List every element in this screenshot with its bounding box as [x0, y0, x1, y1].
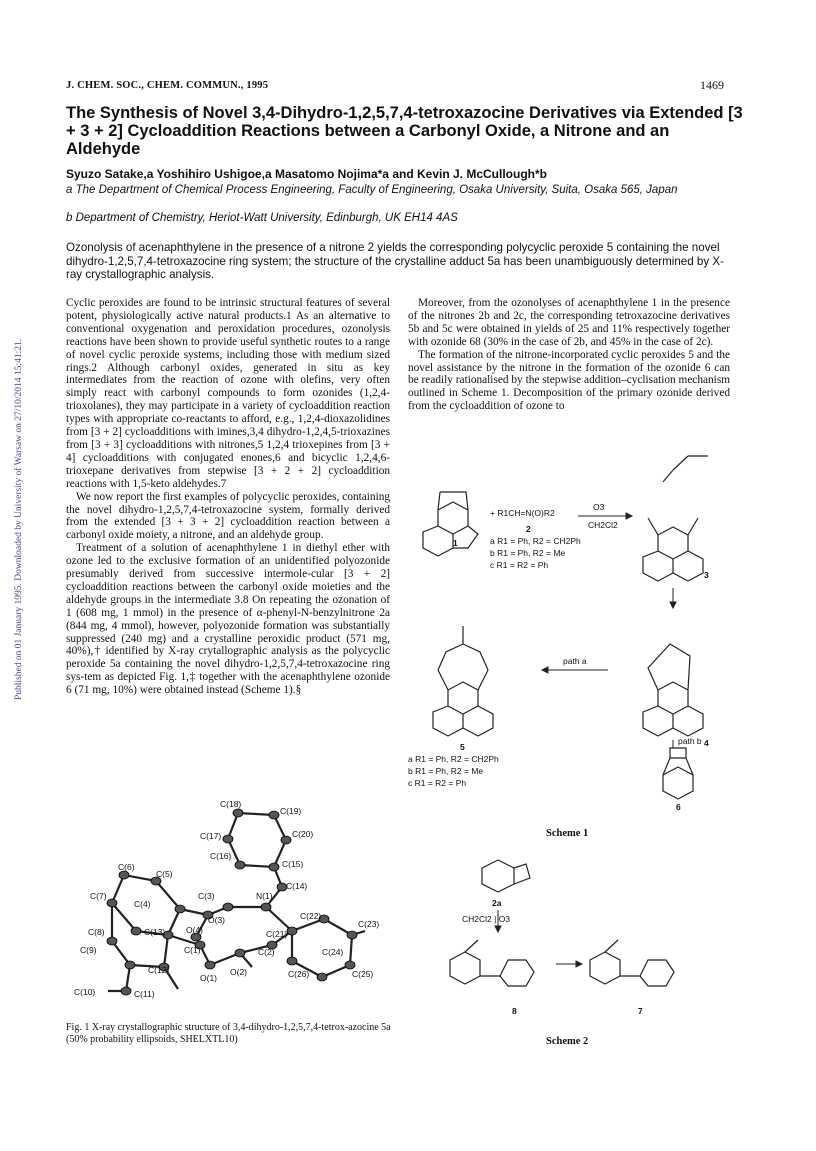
atom-label: C(25) — [352, 969, 374, 979]
path-a-label: path a — [563, 656, 587, 666]
atom-label: C(23) — [358, 919, 380, 929]
scheme-reagent-text: + R1CH=N(O)R2 — [490, 508, 555, 518]
atom-label: O(2) — [230, 967, 247, 977]
atom-label: C(26) — [288, 969, 310, 979]
scheme-2-conditions: CH2Cl2 | O3 — [462, 914, 511, 924]
paragraph: The formation of the nitrone-incorporated cyclic peroxides 5 and the novel assistance by the nitrone in the formation of the ozonide 6 can be readily rationalised by the stepwise addition–cyclisation mechanism outlined in Scheme 1. Decomposition of the primary ozonide derived from the cycloaddition of ozone to — [408, 348, 730, 413]
path-b-label: path b — [678, 736, 702, 746]
scheme-1-structures — [423, 456, 708, 799]
condition-top: O3 — [593, 502, 605, 512]
scheme-1-label: Scheme 1 — [546, 828, 589, 839]
crystal-structure-figure — [60, 795, 400, 1020]
atom-label: C(20) — [292, 829, 314, 839]
atom-label: C(2) — [258, 947, 275, 957]
atom-label: C(6) — [118, 862, 135, 872]
atom-label: C(11) — [134, 989, 155, 999]
substituent-line: b R1 = Ph, R2 = Me — [408, 766, 484, 776]
atom-label: C(15) — [282, 859, 304, 869]
substituent-line: a R1 = Ph, R2 = CH2Ph — [408, 754, 499, 764]
figure-caption: Fig. 1 X-ray crystallographic structure of 3,4-dihydro-1,2,5,7,4-tetrox-azocine 5a (50% probability ellipsoids, SHELXTL10) — [66, 1022, 391, 1045]
substituent-line: c R1 = R2 = Ph — [490, 560, 549, 570]
paragraph: Cyclic peroxides are found to be intrinsic structural features of several potent, physiologically active natural products.1 As an alternative to conventional oxygenation and peroxidation procedures, ozonolysis reactions have been shown to provide useful synthetic routes to a range of novel cyclic peroxide systems, including those with medium sized rings.2 Although carbonyl oxides, generated in situ as key intermediates from the reaction of ozone with olefins, very often simply react with carbonyl compounds to form ozonides (1,2,4-trioxolanes), they may participate in a variety of cycloaddition reaction types with appropriate co-reactants to afford, e.g., 1,2,4-dioxazolidines from [3 + 2] cycloadditions with imines,3,4 dihydro-1,2,4,5-trioxazines from [3 + 3] cycloadditions with nitrones,5 1,2,4 trioxepines from [3 + 4] cycloadditions with conjugated enones,6 and bicyclic 1,2,4,6-trioxepane derivatives from stepwise [3 + 2 + 2] cycloaddition reactions with 1,5-keto aldehydes.7 — [66, 297, 390, 490]
atom-labels — [74, 799, 379, 999]
download-note-text: Published on 01 January 1995. Downloaded by University of Warsaw on 27/10/2014 15:41:21. — [14, 338, 24, 700]
journal-header: J. CHEM. SOC., CHEM. COMMUN., 1995 — [66, 80, 269, 91]
paragraph: We now report the first examples of polycyclic peroxides, containing the novel dihydro-1,2,5,7,4-tetroxazocine system, formally derived from the extended [3 + 3 + 2] cycloaddition reaction between a carbonyl oxide moiety, a nitrone, and an aldehyde group. — [66, 490, 390, 542]
atom-label: C(5) — [156, 869, 173, 879]
affiliation-b: b Department of Chemistry, Heriot-Watt University, Edinburgh, UK EH14 4AS — [66, 212, 458, 224]
scheme-1 — [408, 430, 738, 820]
compound-label: 7 — [638, 1006, 643, 1016]
condition-bottom: CH2Cl2 — [588, 520, 618, 530]
atom-label: C(9) — [80, 945, 97, 955]
atom-label: C(4) — [134, 899, 151, 909]
atom-label: C(12) — [148, 965, 170, 975]
compound-label: 8 — [512, 1006, 517, 1016]
atom-label: C(13) — [144, 927, 166, 937]
compound-label: 6 — [676, 802, 681, 812]
paragraph: Moreover, from the ozonolyses of acenaphthylene 1 in the presence of the nitrones 2b and 2c, the corresponding tetroxazocine derivatives 5b and 5c were obtained in yields of 25 and 11% respectively together with ozonide 68 (30% in the case of 2b, and 45% in the case of 2c). — [408, 297, 730, 348]
atom-label: C(17) — [200, 831, 222, 841]
atom-label: C(24) — [322, 947, 344, 957]
atom-label: C(19) — [280, 806, 302, 816]
substituent-line: a R1 = Ph, R2 = CH2Ph — [490, 536, 581, 546]
compound-label: 3 — [704, 570, 709, 580]
scheme-2-labels — [462, 898, 643, 1016]
atom-label: C(1) — [184, 945, 201, 955]
substituent-line: b R1 = Ph, R2 = Me — [490, 548, 566, 558]
atom-label: N(1) — [256, 891, 273, 901]
atom-label: O(1) — [200, 973, 217, 983]
abstract: Ozonolysis of acenaphthylene in the presence of a nitrone 2 yields the corresponding polycyclic peroxide 5 containing the novel dihydro-1,2,5,7,4-tetroxazocine ring system; the structure of the crystalline adduct 5a has been unambiguously determined by X-ray crystallographic analysis. — [66, 241, 724, 281]
paragraph: Treatment of a solution of acenaphthylene 1 in diethyl ether with ozone led to the exclusive formation of an unidentified polyozonide presumably derived from successive intermole-cular [3 + 2] cycloaddition reactions between the carbonyl oxide moieties and the aldehyde groups in the intermediate 3.8 On repeating the ozonation of 1 (608 mg, 1 mmol) in the presence of α-phenyl-N-benzylnitrone 2a (844 mg, 4 mmol), however, polyozonide formation was substantially suppressed (240 mg) and a crystalline peroxidic product (571 mg, 40%),† identified by X-ray crytallographic analysis as the polycyclic peroxide 5a containing the novel dihydro-1,2,5,7,4-tetroxazocine ring sys-tem as depicted Fig. 1,‡ together with the acenaphthylene ozonide 6 (71 mg, 10%) were obtained instead (Scheme 1).§ — [66, 542, 390, 697]
scheme-2-label: Scheme 2 — [546, 1036, 589, 1047]
atom-label: C(10) — [74, 987, 96, 997]
author-list: Syuzo Satake,a Yoshihiro Ushigoe,a Masatomo Nojima*a and Kevin J. McCullough*b — [66, 167, 547, 181]
atom-label: C(8) — [88, 927, 105, 937]
affiliation-a: a The Department of Chemical Process Engineering, Faculty of Engineering, Osaka University, Suita, Osaka 565, Japan — [66, 184, 678, 196]
compound-label: 1 — [453, 538, 458, 548]
atom-label: C(18) — [220, 799, 242, 809]
download-note — [14, 270, 28, 700]
scheme-2 — [430, 850, 730, 1030]
compound-label: 5 — [460, 742, 465, 752]
compound-label: 2a — [492, 898, 502, 908]
left-column-text — [66, 297, 390, 697]
atom-label: C(22) — [300, 911, 322, 921]
compound-label: 2 — [526, 524, 531, 534]
compound-label: 4 — [704, 738, 709, 748]
page-number: 1469 — [700, 78, 724, 92]
atom-label: O(4) — [186, 925, 203, 935]
substituent-line: c R1 = R2 = Ph — [408, 778, 467, 788]
atom-label: C(3) — [198, 891, 215, 901]
atom-label: C(14) — [286, 881, 308, 891]
atom-label: C(7) — [90, 891, 107, 901]
atom-label: C(16) — [210, 851, 232, 861]
atom-label: O(3) — [208, 915, 225, 925]
atom-label: C(21) — [266, 929, 288, 939]
right-column-text — [408, 297, 730, 413]
article-title: The Synthesis of Novel 3,4-Dihydro-1,2,5,7,4-tetroxazocine Derivatives via Extended [3 + 3 + 2] Cycloaddition Reactions between a Carbonyl Oxide, a Nitrone and an Aldehyde — [66, 104, 743, 158]
